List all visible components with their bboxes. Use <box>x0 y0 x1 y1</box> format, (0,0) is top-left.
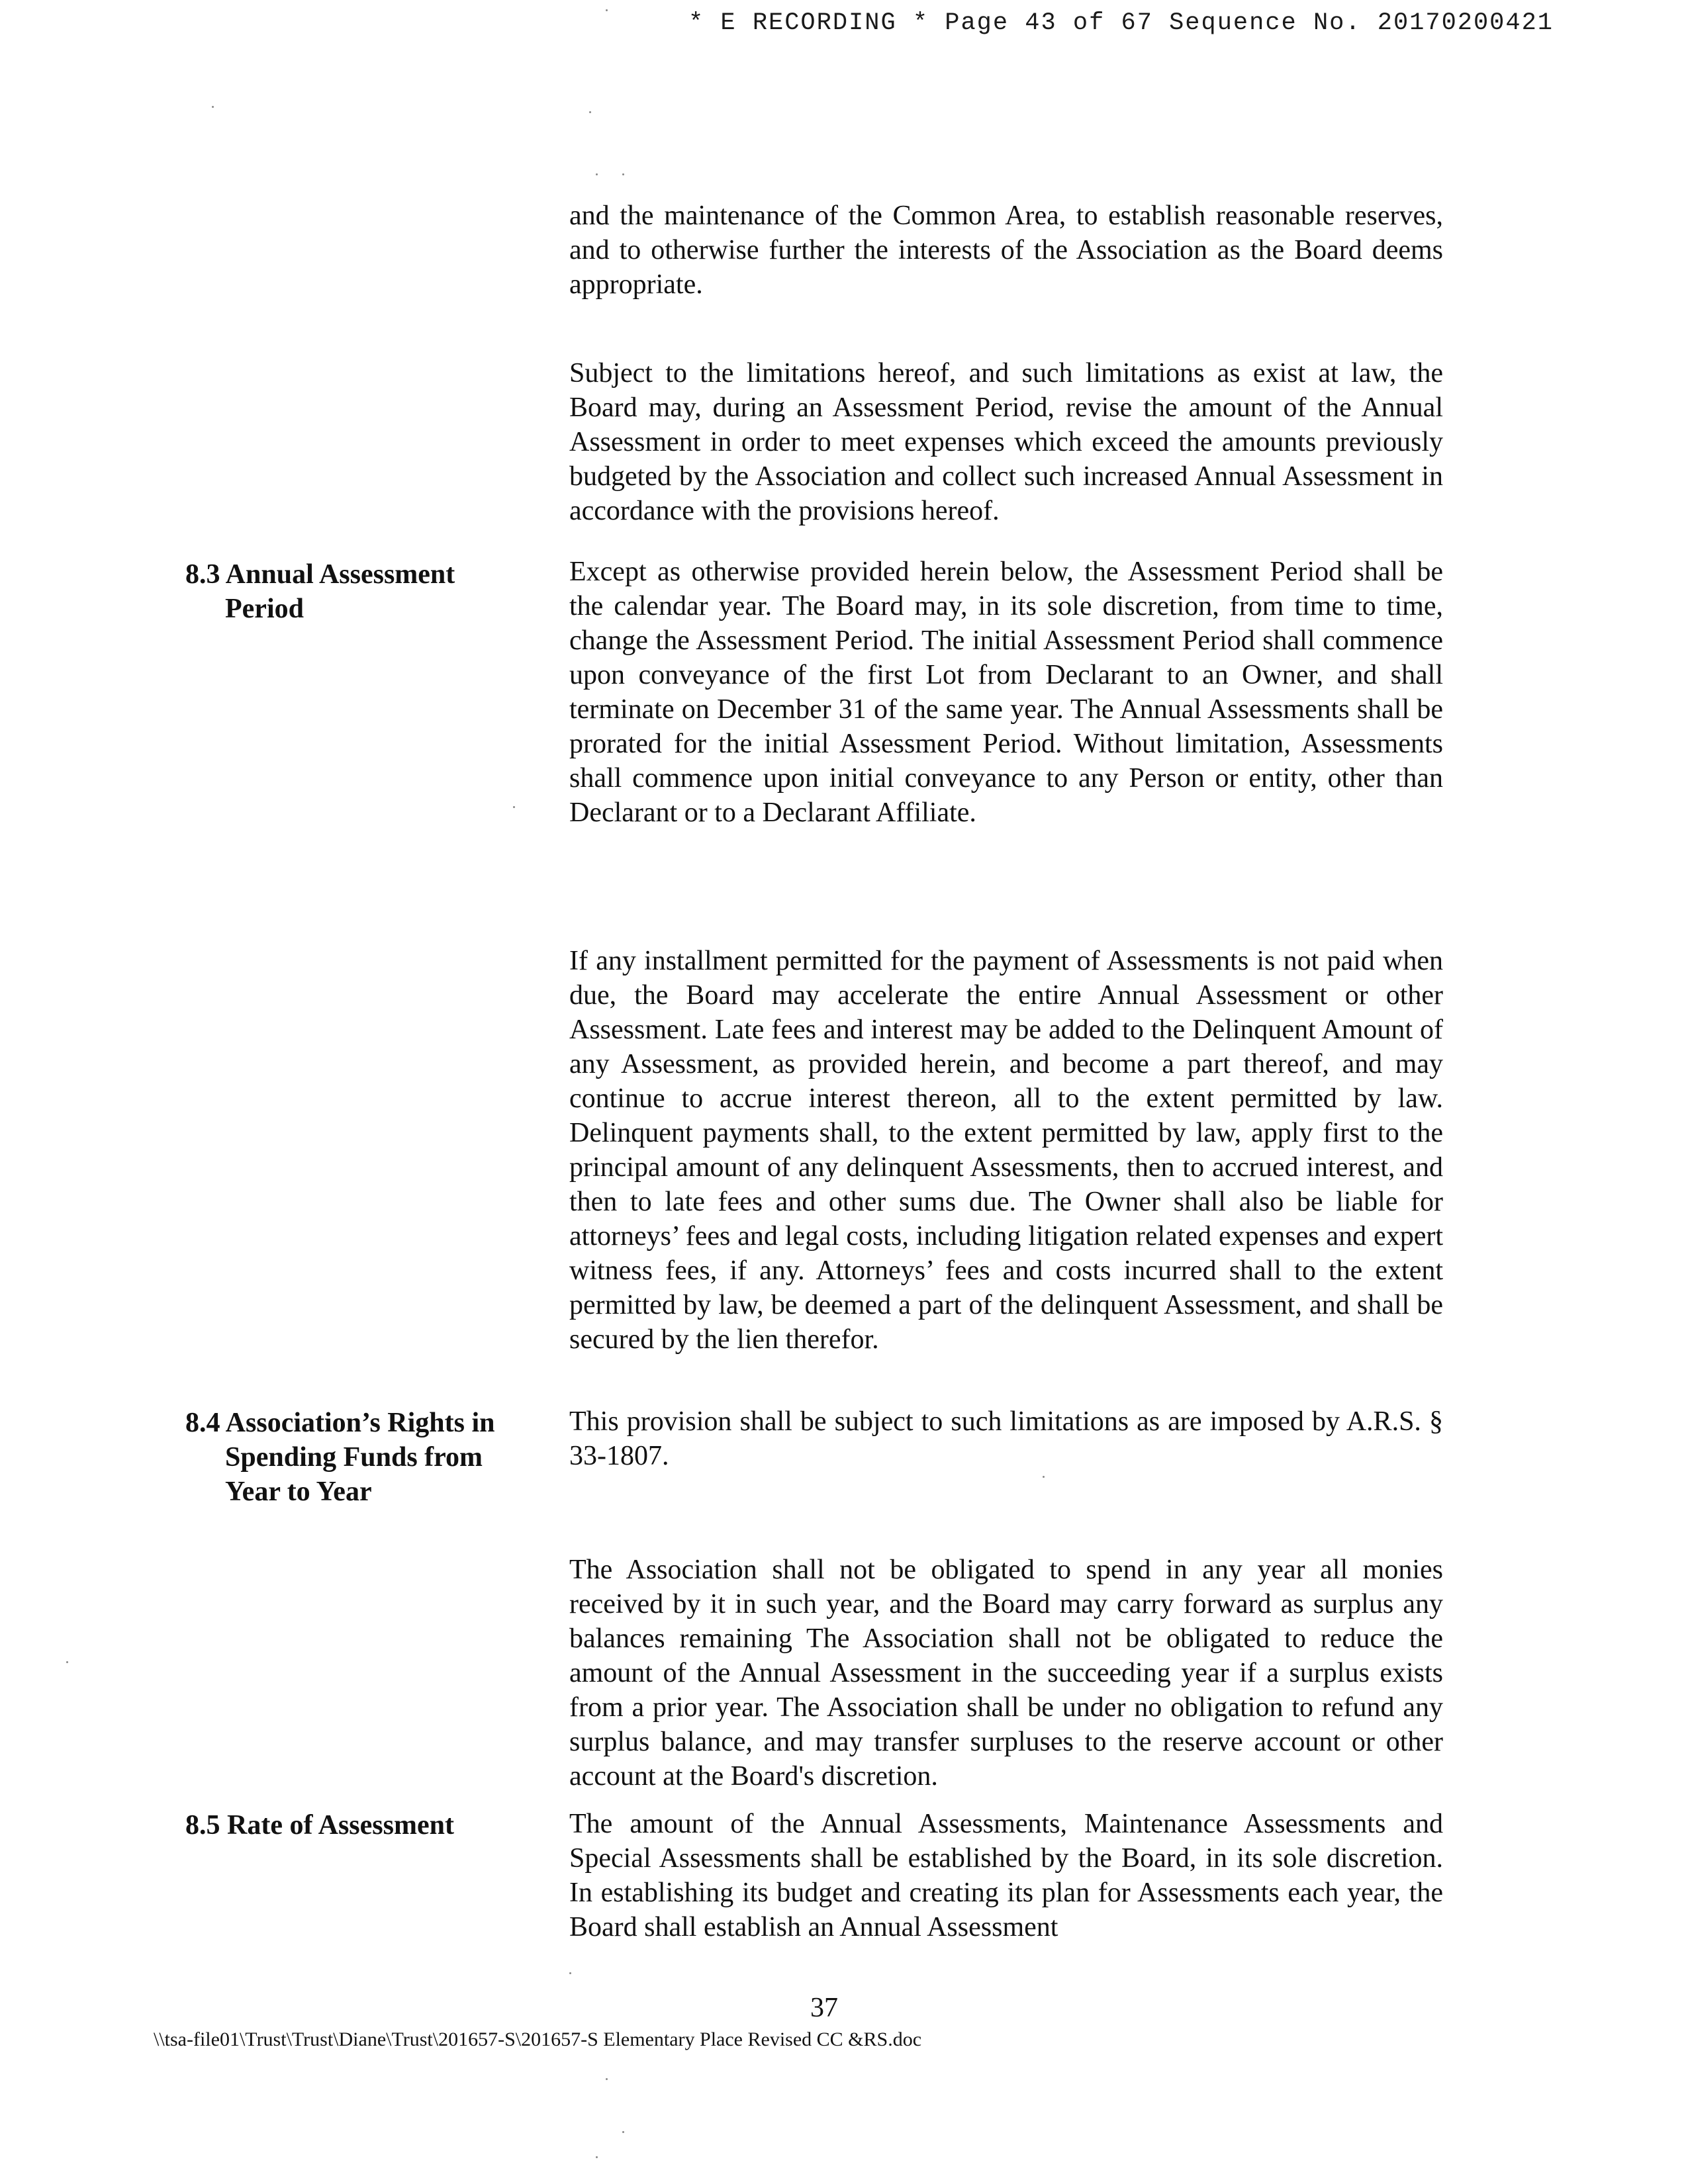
paragraph-revise-assessment: Subject to the limitations hereof, and such limitations as exist at law, the Board may, during an Assessment Period, revise the amount of the Annual Assessment in order to meet expenses which exceed the amounts previously budgeted by the Association and collect such increased Annual Assessment in accordance with the provisions hereof. <box>569 358 1443 526</box>
scan-speck <box>596 2156 598 2158</box>
paragraph-maintenance-reserves: and the maintenance of the Common Area, to establish reasonable reserves, and to otherwise further the interests of the Association as the Board deems appropriate. <box>569 201 1443 300</box>
section-heading-8-4-line1: 8.4 Association’s Rights in <box>185 1408 495 1438</box>
section-heading-8-5-line1: 8.5 Rate of Assessment <box>185 1810 454 1841</box>
paragraph-assessment-period: Except as otherwise provided herein below, the Assessment Period shall be the calendar year. The Board may, in its sole discretion, from time to time, change the Assessment Period. The initial Assessment Period shall commence upon conveyance of the first Lot from Declarant to an Owner, and shall terminate on December 31 of the same year. The Annual Assessments shall be prorated for the initial Assessment Period. Without limitation, Assessments shall commence upon initial conveyance to any Person or entity, other than Declarant or to a Declarant Affiliate. <box>569 557 1443 828</box>
scan-speck <box>622 173 624 175</box>
scan-speck <box>622 2131 624 2133</box>
scan-speck <box>606 9 608 11</box>
paragraph-ars-limitation: This provision shall be subject to such limitations as are imposed by A.R.S. § 33-1807. <box>569 1406 1443 1471</box>
scan-speck <box>212 106 214 108</box>
section-heading-8-4-line3: Year to Year <box>225 1477 372 1507</box>
section-heading-8-5 <box>185 1808 543 1843</box>
paragraph-installment-delinquency: If any installment permitted for the payment of Assessments is not paid when due, the Board may accelerate the entire Annual Assessment or other Assessment. Late fees and interest may be added to the Delinquent Amount of any Assessment, as provided herein, and become a part thereof, and may continue to accrue interest thereon, all to the extent permitted by law. Delinquent payments shall, to the extent permitted by law, apply first to the principal amount of any delinquent Assessments, then to accrued interest, and then to late fees and other sums due. The Owner shall also be liable for attorneys’ fees and legal costs, including litigation related expenses and expert witness fees, if any. Attorneys’ fees and costs incurred shall to the extent permitted by law, be deemed a part of the delinquent Assessment, and shall be secured by the lien therefor. <box>569 946 1443 1355</box>
scan-speck <box>1043 1476 1045 1478</box>
section-heading-8-4 <box>185 1406 543 1509</box>
section-heading-8-4-line2: Spending Funds from <box>225 1442 483 1473</box>
page-number: 37 <box>810 1993 838 2023</box>
scan-speck <box>569 1972 571 1974</box>
scan-speck <box>606 2078 608 2080</box>
recording-header: * E RECORDING * Page 43 of 67 Sequence No. 20170200421 <box>688 9 1554 37</box>
scan-speck <box>596 173 598 175</box>
paragraph-surplus-funds: The Association shall not be obligated to spend in any year all monies received by it in such year, and the Board may carry forward as surplus any balances remaining The Association shall not be obligated to reduce the amount of the Annual Assessment in the succeeding year if a surplus exists from a prior year. The Association shall be under no obligation to refund any surplus balance, and may transfer surpluses to the reserve account or other account at the Board's discretion. <box>569 1555 1443 1792</box>
section-heading-8-3-line2: Period <box>225 594 304 624</box>
footer-file-path: \\tsa-file01\Trust\Trust\Diane\Trust\201657-S\201657-S Elementary Place Revised CC &RS.doc <box>154 2028 922 2050</box>
section-heading-8-3 <box>185 557 543 626</box>
scan-speck <box>66 1661 68 1663</box>
paragraph-rate-of-assessment: The amount of the Annual Assessments, Maintenance Assessments and Special Assessments shall be established by the Board, in its sole discretion. In establishing its budget and creating its plan for Assessments each year, the Board shall establish an Annual Assessment <box>569 1809 1443 1942</box>
scan-speck <box>513 806 515 808</box>
section-heading-8-3-line1: 8.3 Annual Assessment <box>185 559 455 590</box>
scan-speck <box>589 111 591 113</box>
